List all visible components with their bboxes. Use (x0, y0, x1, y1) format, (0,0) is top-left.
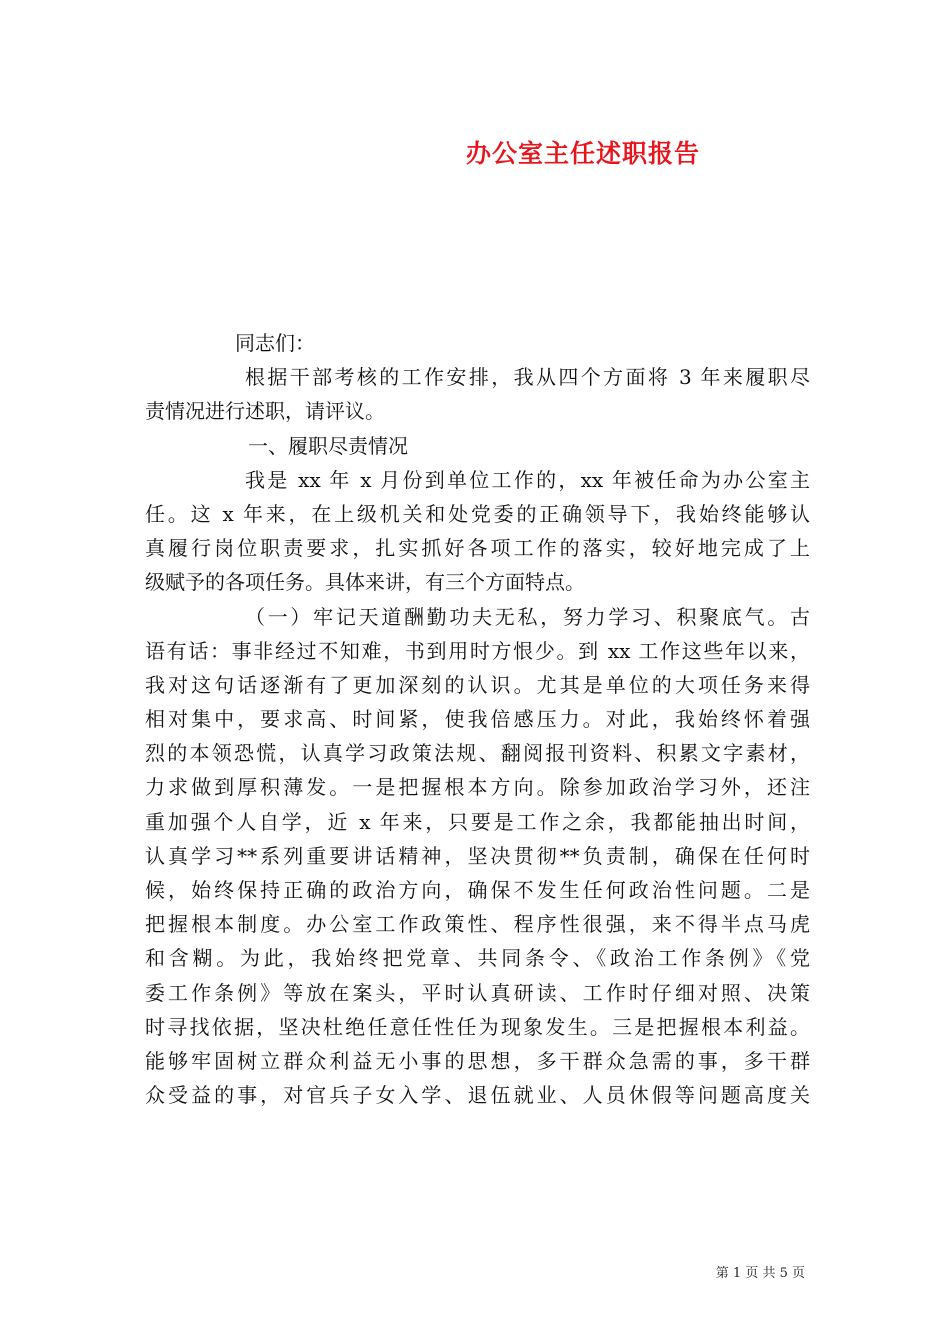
text-line: 根据干部考核的工作安排，我从四个方面将 3 年来履职尽 (245, 365, 810, 390)
text-line: 认真学习**系列重要讲话精神，坚决贯彻**负责制，确保在任何时 (145, 843, 810, 868)
page-number: 第 1 页 共 5 页 (715, 1266, 805, 1281)
text-line: 和含糊。为此，我始终把党章、共同条令、《政治工作条例》《党 (145, 946, 810, 971)
text-line: 烈的本领恐慌，认真学习政策法规、翻阅报刊资料、积累文字素材， (145, 741, 810, 766)
text-line: 级赋予的各项任务。具体来讲，有三个方面特点。 (145, 570, 585, 595)
document-body (145, 326, 810, 1112)
section-heading: 一、履职尽责情况 (248, 433, 408, 458)
text-line: 众受益的事，对官兵子女入学、退伍就业、人员休假等问题高度关 (145, 1083, 810, 1108)
text-line: （一）牢记天道酬勤功夫无私，努力学习、积聚底气。古 (245, 604, 810, 629)
text-line: 任。这 x 年来，在上级机关和处党委的正确领导下，我始终能够认 (145, 501, 810, 526)
text-line: 时寻找依据，坚决杜绝任意任性任为现象发生。三是把握根本利益。 (145, 1014, 810, 1039)
text-line: 我对这句话逐渐有了更加深刻的认识。尤其是单位的大项任务来得 (145, 672, 810, 697)
text-line: 能够牢固树立群众利益无小事的思想，多干群众急需的事，多干群 (145, 1048, 810, 1073)
text-line: 相对集中，要求高、时间紧，使我倍感压力。对此，我始终怀着强 (145, 707, 810, 732)
text-line: 重加强个人自学，近 x 年来，只要是工作之余，我都能抽出时间， (145, 809, 810, 834)
text-line: 责情况进行述职，请评议。 (145, 399, 385, 424)
text-line: 力求做到厚积薄发。一是把握根本方向。除参加政治学习外，还注 (145, 775, 810, 800)
text-line: 委工作条例》等放在案头，平时认真研读、工作时仔细对照、决策 (145, 980, 810, 1005)
text-line: 真履行岗位职责要求，扎实抓好各项工作的落实，较好地完成了上 (145, 536, 810, 561)
salutation: 同志们： (235, 331, 315, 355)
text-line: 我是 xx 年 x 月份到单位工作的，xx 年被任命为办公室主 (245, 467, 810, 492)
text-line: 语有话：事非经过不知难，书到用时方恨少。到 xx 工作这些年以来， (145, 638, 810, 663)
text-line: 候，始终保持正确的政治方向，确保不发生任何政治性问题。二是 (145, 878, 810, 902)
page-title: 办公室主任述职报告 (465, 139, 700, 168)
text-line: 把握根本制度。办公室工作政策性、程序性很强，来不得半点马虎 (145, 912, 810, 937)
